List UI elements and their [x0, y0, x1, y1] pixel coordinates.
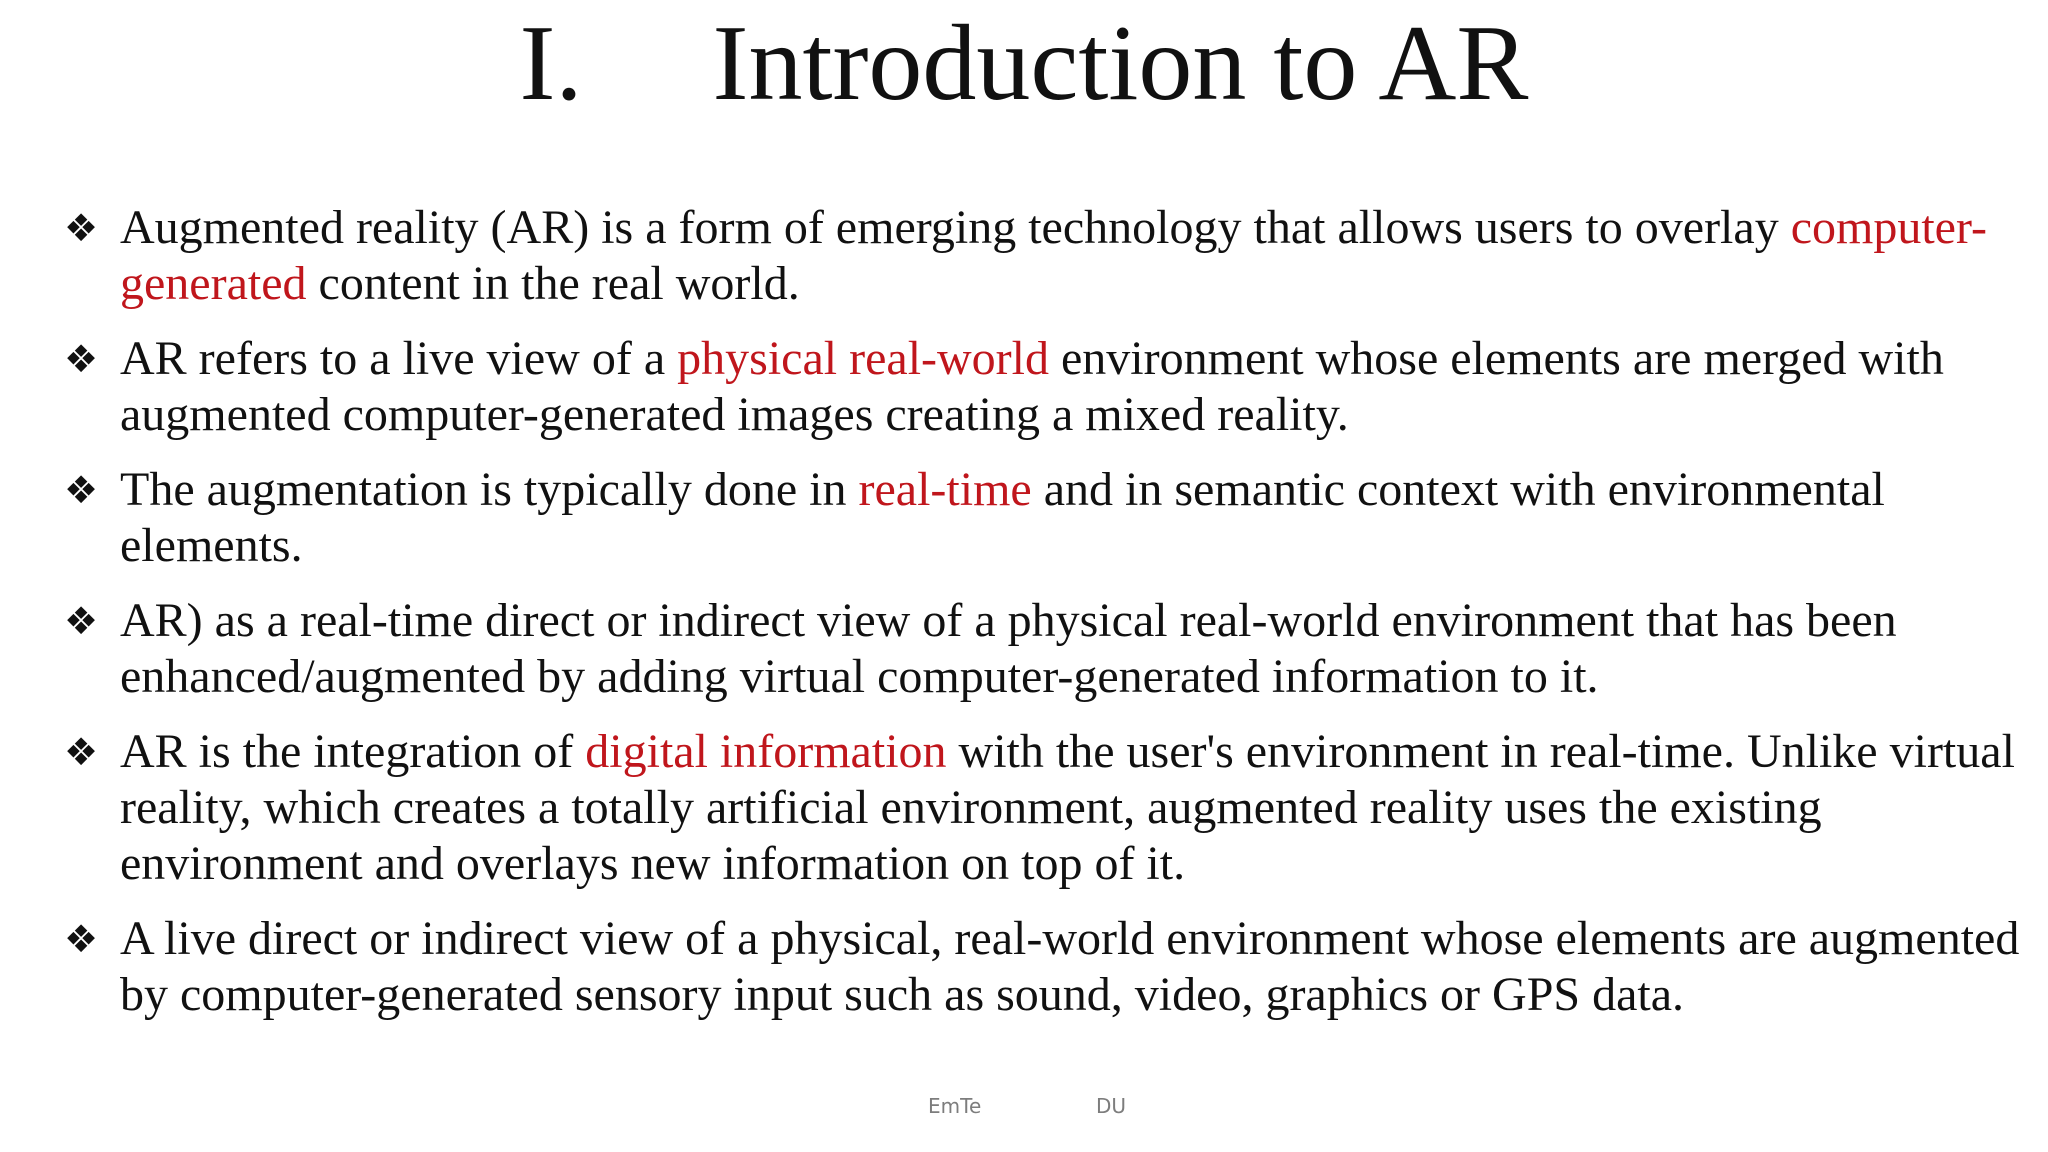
bullet-diamond-icon: ❖ — [64, 599, 99, 643]
title-number: I. — [519, 4, 583, 123]
bullet-highlight: digital information — [585, 725, 947, 778]
bullet-text — [120, 200, 2024, 312]
bullet-highlight: physical real-world — [677, 332, 1049, 385]
bullet-text-post: with the user's environment in real-time. Unlike virtual reality, which creates a totally artificial environment, augmented reality uses the existing environment and overlays new information on top of it. — [120, 725, 2015, 890]
bullet-text-pre: AR) as a real-time direct or indirect view of a physical real-world environment that has been enhanced/augmented by adding virtual computer-generated information to it. — [120, 594, 1897, 703]
bullet-item — [64, 724, 2024, 892]
bullet-diamond-icon: ❖ — [64, 730, 99, 774]
bullet-highlight: real-time — [858, 463, 1032, 516]
slide-title — [0, 0, 2048, 128]
bullet-item — [64, 331, 2024, 443]
footer-course-label: EmTe — [928, 1094, 982, 1118]
slide-footer — [0, 1092, 2048, 1120]
bullet-text — [120, 331, 2024, 443]
footer-institution-label: DU — [1096, 1094, 1127, 1118]
bullet-text-pre: The augmentation is typically done in — [120, 463, 859, 516]
bullet-item — [64, 911, 2024, 1023]
bullet-list — [64, 200, 2024, 1023]
bullet-text — [120, 462, 2024, 574]
bullet-diamond-icon: ❖ — [64, 917, 99, 961]
bullet-item — [64, 200, 2024, 312]
bullet-text-pre: Augmented reality (AR) is a form of emerging technology that allows users to overlay — [120, 201, 1791, 254]
bullet-diamond-icon: ❖ — [64, 337, 99, 381]
bullet-text-pre: AR is the integration of — [120, 725, 586, 778]
bullet-diamond-icon: ❖ — [64, 468, 99, 512]
bullet-text-pre: A live direct or indirect view of a physical, real-world environment whose elements are augmented by computer-generated sensory input such as sound, video, graphics or GPS data. — [120, 912, 2020, 1021]
bullet-highlight: computer-generated — [120, 201, 1987, 310]
bullet-item — [64, 593, 2024, 705]
bullet-text — [120, 911, 2024, 1023]
bullet-text — [120, 593, 2024, 705]
bullet-text-post: environment whose elements are merged with augmented computer-generated images creating a mixed reality. — [120, 332, 1944, 441]
bullet-text-pre: AR refers to a live view of a — [120, 332, 678, 385]
bullet-item — [64, 462, 2024, 574]
bullet-text — [120, 724, 2024, 892]
title-text: Introduction to AR — [712, 4, 1529, 123]
bullet-text-post: and in semantic context with environmental elements. — [120, 463, 1885, 572]
bullet-text-post: content in the real world. — [306, 257, 800, 310]
bullet-diamond-icon: ❖ — [64, 206, 99, 250]
